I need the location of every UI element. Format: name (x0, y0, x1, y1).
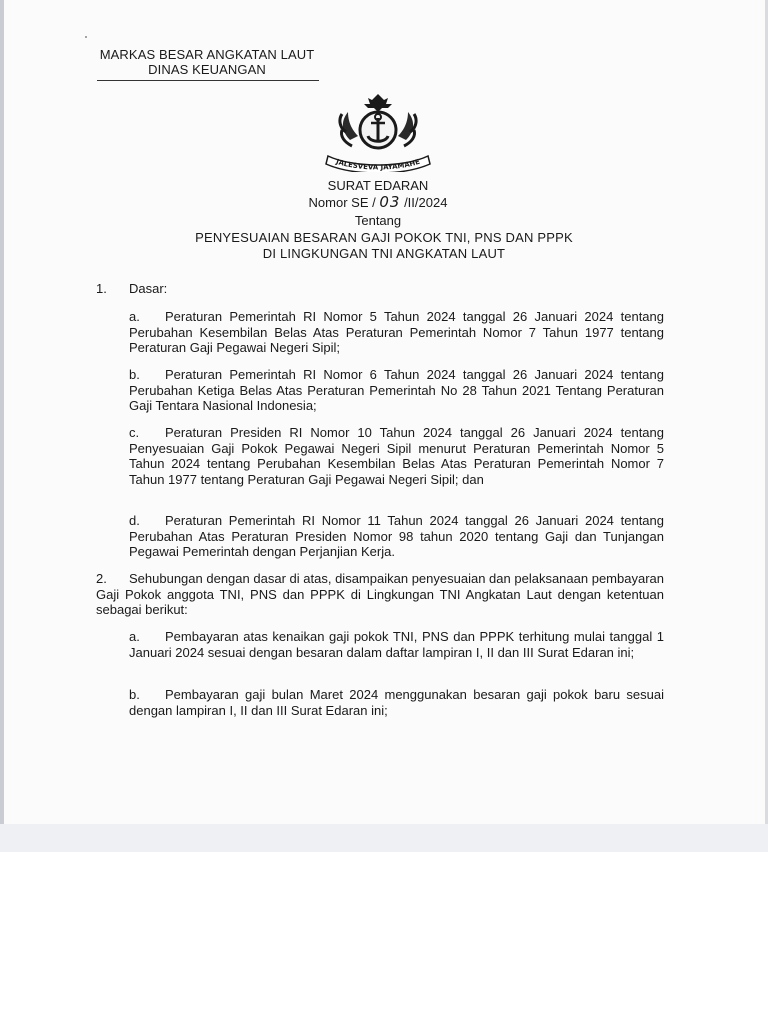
item-text: Pembayaran atas kenaikan gaji pokok TNI, PNS dan PPPK terhitung mulai tanggal 1 Januari 2024 sesuai dengan besaran dalam daftar lampiran I, II dan III Surat Edaran ini; (129, 629, 664, 660)
nomor-number: 03 (379, 193, 401, 211)
section-1-number: 1. (96, 281, 107, 296)
item-text: Peraturan Pemerintah RI Nomor 6 Tahun 2024 tanggal 26 Januari 2024 tentang Perubahan Ketiga Belas Atas Peraturan Pemerintah No 28 Tahun 2021 Tentang Peraturan Gaji Tentara Nasional Indonesia; (129, 367, 664, 413)
section-2-intro (96, 571, 664, 618)
nomor-prefix: Nomor SE / (308, 195, 376, 210)
item-marker: b. (129, 367, 140, 382)
item-text: Pembayaran gaji bulan Maret 2024 menggunakan besaran gaji pokok baru sesuai dengan lampiran I, II dan III Surat Edaran ini; (129, 687, 664, 718)
section-2-number: 2. (96, 571, 107, 586)
item-marker: c. (129, 425, 140, 440)
letterhead-unit: DINAS KEUANGAN (148, 62, 266, 77)
section-1-item-b (129, 367, 664, 414)
item-marker: a. (129, 309, 140, 324)
item-text: Peraturan Pemerintah RI Nomor 11 Tahun 2024 tanggal 26 Januari 2024 tentang Perubahan Atas Peraturan Presiden Nomor 98 tahun 2020 tentang Gaji dan Tunjangan Pegawai Pemerintah dengan Perjanjian Kerja. (129, 513, 664, 559)
item-marker: b. (129, 687, 140, 702)
section-1-item-d (129, 513, 664, 560)
subject-line-2: DI LINGKUNGAN TNI ANGKATAN LAUT (262, 246, 506, 261)
item-marker: a. (129, 629, 140, 644)
doc-number (150, 194, 606, 211)
nomor-suffix: /II/2024 (400, 195, 448, 210)
scan-speck (85, 36, 87, 38)
section-2-text: Sehubungan dengan dasar di atas, disampaikan penyesuaian dan pelaksanaan pembayaran Gaji Pokok anggota TNI, PNS dan PPPK di Lingkungan TNI Angkatan Laut dengan ketentuan sebagai berikut: (96, 571, 664, 617)
navy-emblem-icon (318, 92, 438, 172)
title-block (150, 178, 606, 229)
section-2-item-b (129, 687, 664, 718)
letterhead-underline (97, 80, 319, 81)
subject-line-1: PENYESUAIAN BESARAN GAJI POKOK TNI, PNS DAN PPPK (195, 230, 573, 245)
item-text: Peraturan Presiden RI Nomor 10 Tahun 2024 tanggal 26 Januari 2024 tentang Penyesuaian Gaji Pokok Pegawai Negeri Sipil menurut Peraturan Pemerintah Nomor 5 Tahun 2024 tentang Perubahan Kesembilan Belas Atas Peraturan Pemerintah Nomor 7 Tahun 1977 tentang Peraturan Gaji Pegawai Negeri Sipil; dan (129, 425, 664, 487)
tentang-label: Tentang (354, 213, 402, 228)
doc-type: SURAT EDARAN (327, 178, 429, 193)
section-2-item-a (129, 629, 664, 660)
section-1-heading: Dasar: (129, 281, 168, 296)
scan-bottom-band (0, 824, 768, 852)
item-marker: d. (129, 513, 140, 528)
subject (140, 230, 628, 262)
item-text: Peraturan Pemerintah RI Nomor 5 Tahun 2024 tanggal 26 Januari 2024 tentang Perubahan Kesembilan Belas Atas Peraturan Pemerintah Nomor 7 Tahun 1977 tentang Peraturan Gaji Pegawai Negeri Sipil; (129, 309, 664, 355)
section-1-item-a (129, 309, 664, 356)
scan-left-edge (0, 0, 4, 852)
letterhead (92, 47, 322, 77)
letterhead-org: MARKAS BESAR ANGKATAN LAUT (99, 47, 315, 62)
emblem-motto: JALESVEVA JAYAMAHE (335, 157, 421, 172)
section-1-item-c (129, 425, 664, 487)
